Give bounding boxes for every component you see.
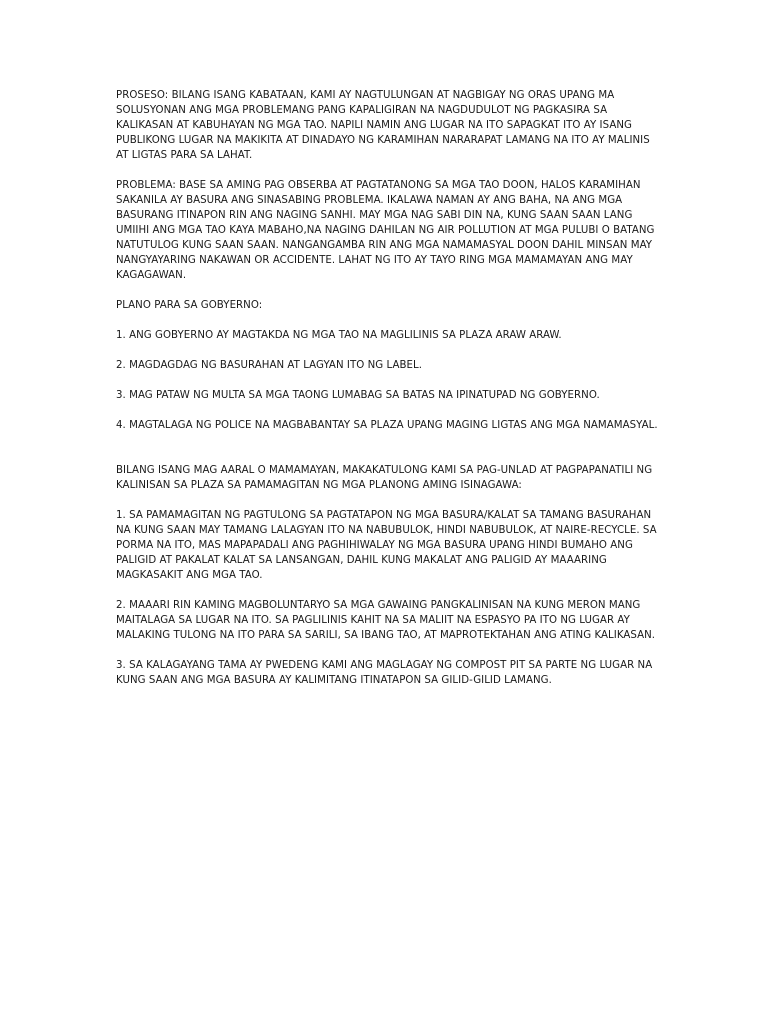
ambag-item-1: 1. SA PAMAMAGITAN NG PAGTULONG SA PAGTATAPON NG MGA BASURA/KALAT SA TAMANG BASURAHAN NA KUNG SAAN MAY TAMANG LALAGYAN ITO NA NABUBULOK, HINDI NABUBULOK, AT NAIRE-RECYCLE. SA PORMA NA ITO, MAS MAPAPADALI ANG PAGHIHIWALAY NG MGA BASURA UPANG HINDI BUMAHO ANG PALIGID AT PAKALAT KALAT SA LANSANGAN, DAHIL KUNG MAKALAT ANG PALIGID AY MAAARING MAGKASAKIT ANG MGA TAO. [116, 510, 657, 581]
problema-paragraph: PROBLEMA: BASE SA AMING PAG OBSERBA AT PAGTATANONG SA MGA TAO DOON, HALOS KARAMIHAN SAKANILA AY BASURA ANG SINASABING PROBLEMA. IKALAWA NAMAN AY ANG BAHA, NA ANG MGA BASURANG ITINAPON RIN ANG NAGING SANHI. MAY MGA NAG SABI DIN NA, KUNG SAAN SAAN LANG UMIIHI ANG MGA TAO KAYA MABAHO,NA NAGING DAHILAN NG AIR POLLUTION AT MGA PULUBI O BATANG NATUTULOG KUNG SAAN SAAN. NANGANGAMBA RIN ANG MGA NAMAMASYAL DOON DAHIL MINSAN MAY NANGYAYARING NAKAWAN OR ACCIDENTE. LAHAT NG ITO AY TAYO RING MGA MAMAMAYAN ANG MAY KAGAGAWAN. [116, 180, 655, 281]
proseso-paragraph: PROSESO: BILANG ISANG KABATAAN, KAMI AY NAGTULUNGAN AT NAGBIGAY NG ORAS UPANG MA SOLUSYONAN ANG MGA PROBLEMANG PANG KAPALIGIRAN NA NAGDUDULOT NG PAGKASIRA SA KALIKASAN AT KABUHAYAN NG MGA TAO. NAPILI NAMIN ANG LUGAR NA ITO SAPAGKAT ITO AY ISANG PUBLIKONG LUGAR NA MAKIKITA AT DINADAYO NG KARAMIHAN NARARAPAT LAMANG NA ITO AY MALINIS AT LIGTAS PARA SA LAHAT. [116, 90, 650, 161]
document-page [116, 88, 662, 703]
plano-item-3: 3. MAG PATAW NG MULTA SA MGA TAONG LUMABAG SA BATAS NA IPINATUPAD NG GOBYERNO. [116, 390, 600, 401]
plano-heading: PLANO PARA SA GOBYERNO: [116, 300, 263, 311]
plano-item-4: 4. MAGTALAGA NG POLICE NA MAGBABANTAY SA PLAZA UPANG MAGING LIGTAS ANG MGA NAMAMASYAL. [116, 420, 658, 431]
plano-item-2: 2. MAGDAGDAG NG BASURAHAN AT LAGYAN ITO NG LABEL. [116, 360, 423, 371]
ambag-item-2: 2. MAAARI RIN KAMING MAGBOLUNTARYO SA MGA GAWAING PANGKALINISAN NA KUNG MERON MANG MAITALAGA SA LUGAR NA ITO. SA PAGLILINIS KAHIT NA SA MALIIT NA ESPASYO PA ITO NG LUGAR AY MALAKING TULONG NA ITO PARA SA SARILI, SA IBANG TAO, AT MAPROTEKTAHAN ANG ATING KALIKASAN. [116, 600, 656, 641]
bilang-paragraph: BILANG ISANG MAG AARAL O MAMAMAYAN, MAKAKATULONG KAMI SA PAG-UNLAD AT PAGPAPANATILI NG KALINISAN SA PLAZA SA PAMAMAGITAN NG MGA PLANONG AMING ISINAGAWA: [116, 465, 653, 491]
plano-item-1: 1. ANG GOBYERNO AY MAGTAKDA NG MGA TAO NA MAGLILINIS SA PLAZA ARAW ARAW. [116, 330, 562, 341]
ambag-item-3: 3. SA KALAGAYANG TAMA AY PWEDENG KAMI ANG MAGLAGAY NG COMPOST PIT SA PARTE NG LUGAR NA KUNG SAAN ANG MGA BASURA AY KALIMITANG ITINATAPON SA GILID-GILID LAMANG. [116, 660, 653, 686]
